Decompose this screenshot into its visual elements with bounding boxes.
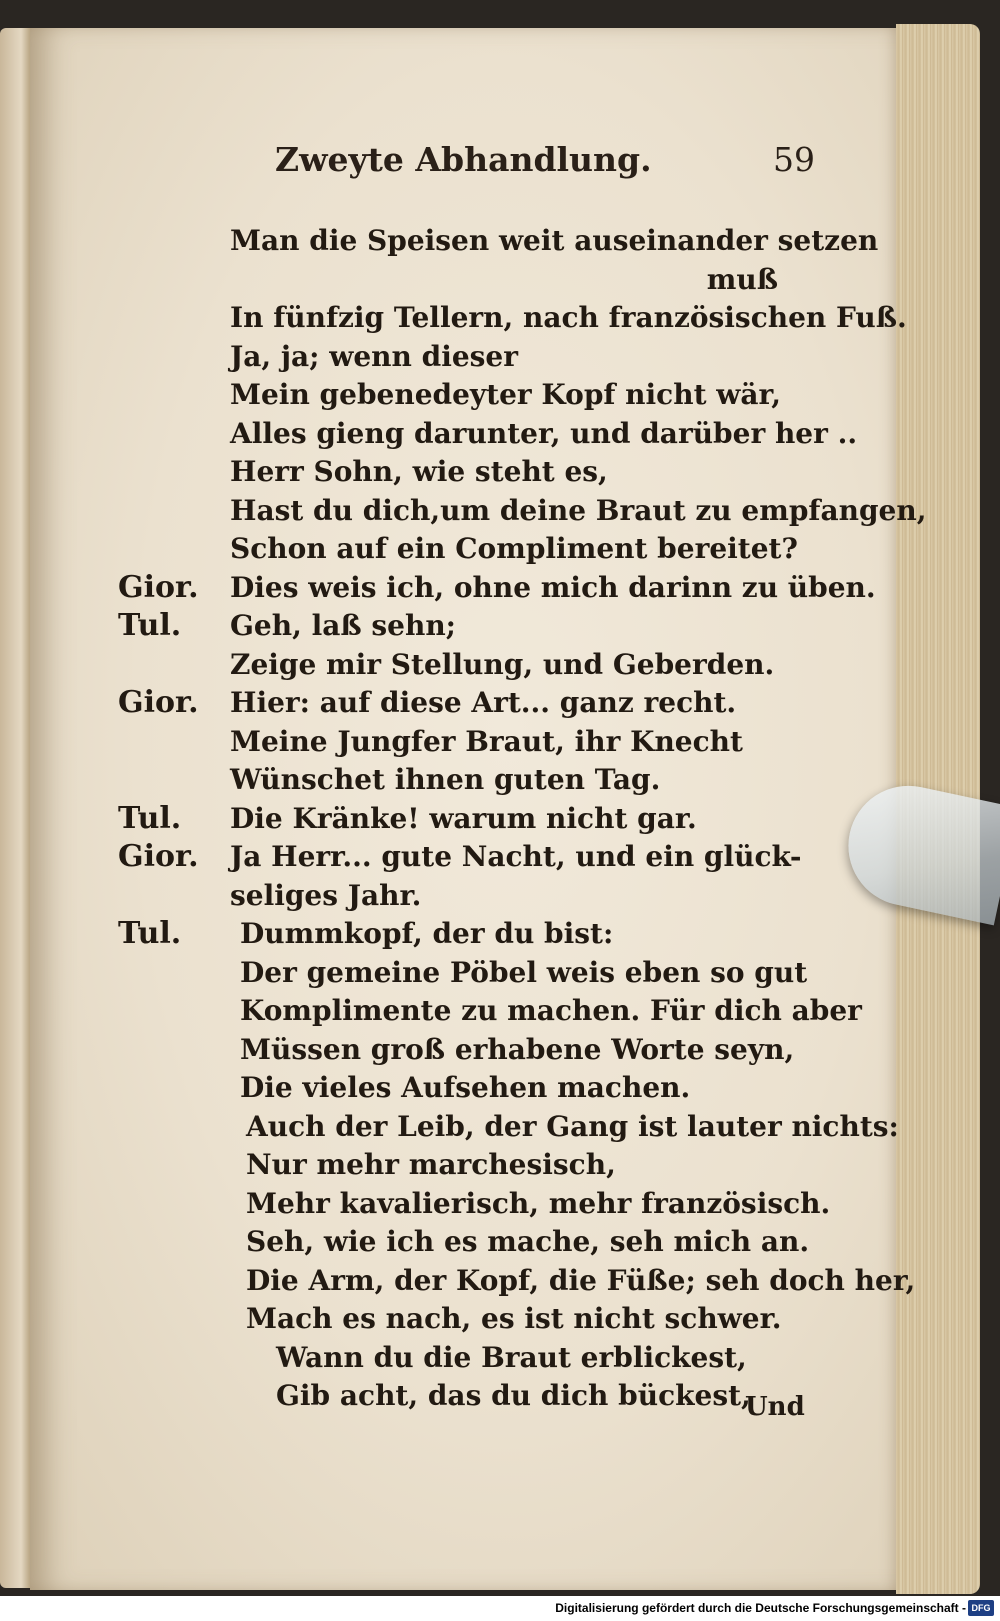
previous-page-edge [0, 28, 30, 1588]
verse-line [118, 376, 838, 415]
verse-line [118, 530, 838, 569]
page-number: 59 [773, 140, 815, 179]
verse-text-line: Geh, laß sehn; [230, 609, 457, 642]
verse-text-line: Schon auf ein Compliment bereitet? [230, 532, 798, 565]
running-header [275, 140, 815, 190]
verse-line [118, 1339, 838, 1378]
speaker-label: Tul. [118, 800, 182, 836]
verse-text-line: muß [706, 262, 778, 296]
verse-text-line: Der gemeine Pöbel weis eben so gut [240, 955, 808, 989]
verse-line [118, 222, 879, 261]
verse-text-line: Meine Jungfer Braut, ihr Knecht [230, 724, 743, 758]
verse-text-line: Dummkopf, der du bist: [240, 917, 614, 950]
verse-line [118, 877, 838, 916]
verse-text-line: Mein gebenedeyter Kopf nicht wär, [230, 378, 781, 411]
verse-text-line: Nur mehr marchesisch, [246, 1148, 616, 1181]
verse-text-line: Die Kränke! warum nicht gar. [230, 801, 697, 835]
speaker-label: Gior. [118, 569, 199, 605]
verse-line [118, 1223, 838, 1262]
verse-line [118, 761, 838, 800]
verse-text-line: Wann du die Braut erblickest, [276, 1340, 747, 1374]
verse-line [118, 838, 838, 877]
verse-line [118, 1262, 916, 1301]
verse-line [118, 492, 927, 531]
verse-line [118, 299, 907, 338]
verse-line [118, 723, 838, 762]
speaker-label: Gior. [118, 839, 199, 874]
verse-text-line: Auch der Leib, der Gang ist lauter nichts: [246, 1109, 899, 1143]
verse-line [118, 1300, 838, 1339]
header-title: Zweyte Abhandlung. [275, 140, 652, 179]
verse-text-line: Die Arm, der Kopf, die Füße; seh doch her, [246, 1263, 916, 1297]
verse-line [118, 415, 858, 454]
verse-line [118, 607, 838, 646]
verse-line [118, 261, 838, 300]
verse-line [118, 915, 838, 954]
verse-text-line: Hier: auf diese Art... ganz recht. [230, 686, 737, 719]
verse-text-line: Wünschet ihnen guten Tag. [230, 763, 661, 796]
verse-text-line: Müssen groß erhabene Worte seyn, [240, 1032, 795, 1066]
verse-text-line: Hast du dich,um deine Braut zu empfangen, [230, 493, 927, 527]
verse-text-line: seliges Jahr. [230, 878, 422, 912]
verse-text-line: Ja Herr... gute Nacht, und ein glück- [230, 840, 802, 873]
verse-text-line: Alles gieng darunter, und darüber her .. [230, 416, 858, 450]
verse-text-line: Mehr kavalierisch, mehr französisch. [246, 1186, 831, 1220]
verse-text-line: Herr Sohn, wie steht es, [230, 455, 608, 488]
verse-line [118, 992, 862, 1031]
verse-line [118, 1031, 838, 1070]
verse-text-line: Die vieles Aufsehen machen. [240, 1071, 691, 1104]
verse-line [118, 1185, 838, 1224]
speaker-label: Gior. [118, 685, 199, 720]
verse-line [118, 1377, 838, 1416]
verse-text-line: Man die Speisen weit auseinander setzen [230, 224, 879, 257]
verse-line [118, 954, 838, 993]
verse-text-line: Seh, wie ich es mache, seh mich an. [246, 1225, 810, 1258]
verse-text-line: Zeige mir Stellung, und Geberden. [230, 647, 775, 681]
verse-text-line: In fünfzig Tellern, nach französischen Fuß. [230, 301, 907, 334]
verse-line [118, 453, 838, 492]
verse-text-line: Mach es nach, es ist nicht schwer. [246, 1302, 782, 1335]
speaker-label: Tul. [118, 608, 182, 643]
verse-line [118, 338, 838, 377]
verse-line [118, 684, 838, 723]
verse-line [118, 1069, 838, 1108]
verse-line [118, 800, 838, 839]
verse-text-line: Dies weis ich, ohne mich darinn zu üben. [230, 570, 876, 604]
catchword: Und [745, 1392, 805, 1422]
verse-line [118, 1108, 899, 1147]
speaker-label: Tul. [118, 916, 182, 951]
verse-text-line: Komplimente zu machen. Für dich aber [240, 994, 862, 1027]
verse-line [118, 569, 876, 608]
verse-text [118, 222, 927, 1416]
verse-line [118, 646, 838, 685]
verse-text-line: Gib acht, das du dich bückest, [276, 1379, 751, 1412]
footer-credit: Digitalisierung gefördert durch die Deutsche Forschungsgemeinschaft - [555, 1601, 966, 1615]
verse-line [118, 1146, 838, 1185]
dfg-logo: DFG [968, 1600, 994, 1616]
verse-text-line: Ja, ja; wenn dieser [230, 339, 518, 373]
